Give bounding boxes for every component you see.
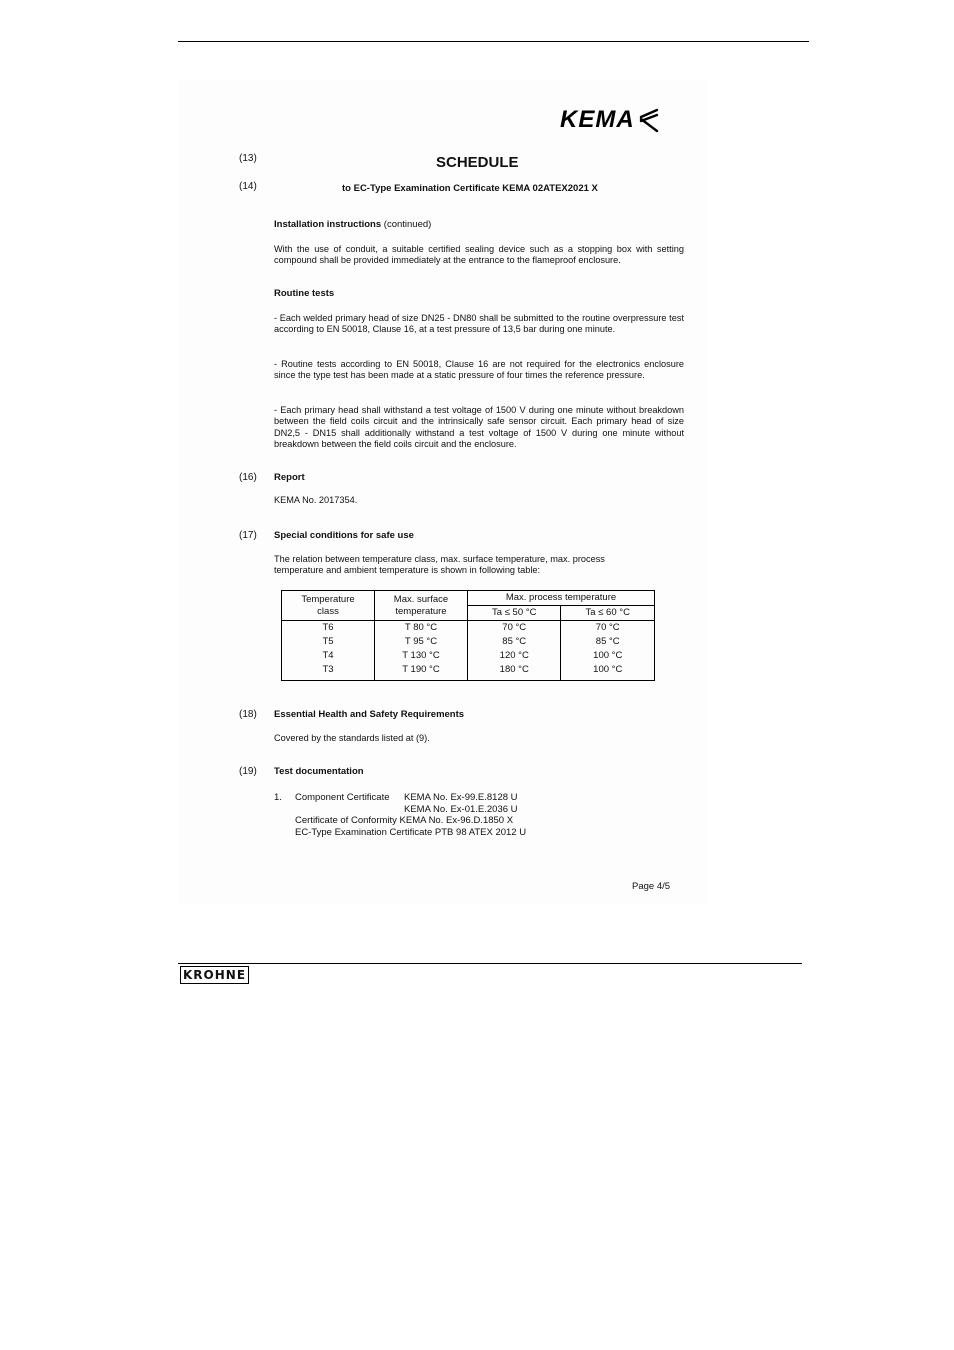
routine-paragraph-3: - Each primary head shall withstand a test voltage of 1500 V during one minute without breakdown between the field coils circuit and the intrinsically safe sensor circuit. Each primary head of size DN2,5 - DN15 shall additionally withstand a test voltage of 1500 V during one minute without breakdown between the field coils circuit and the enclosure. (274, 405, 684, 450)
kema-lightning-icon (638, 107, 660, 133)
list-index: 1. (274, 792, 282, 803)
table-row (282, 621, 655, 636)
test-documentation-heading: Test documentation (274, 766, 364, 777)
routine-paragraph-2: - Routine tests according to EN 50018, Clause 16 are not required for the electronics enclosure since the type test has been made at a static pressure of four times the reference pressure. (274, 359, 684, 381)
section-number-14: (14) (239, 181, 257, 192)
cell-ta50: 120 °C (468, 649, 561, 663)
cell-ta50: 180 °C (468, 663, 561, 681)
component-cert-2: KEMA No. Ex-01.E.2036 U (404, 803, 518, 815)
table-row (282, 649, 655, 663)
routine-heading: Routine tests (274, 288, 335, 299)
section-number-19: (19) (239, 766, 257, 777)
page-title: SCHEDULE (436, 154, 519, 171)
special-conditions-heading: Special conditions for safe use (274, 530, 414, 541)
component-label: Component Certificate (295, 792, 390, 803)
section-number-13: (13) (239, 153, 257, 164)
cell-class: T5 (282, 635, 375, 649)
cell-surface: T 190 °C (375, 663, 468, 681)
ehsr-text: Covered by the standards listed at (9). (274, 733, 430, 743)
cell-class: T6 (282, 621, 375, 636)
cell-surface: T 130 °C (375, 649, 468, 663)
cell-class: T4 (282, 649, 375, 663)
page-number: Page 4/5 (632, 881, 671, 892)
header-max-surface: Max. surface temperature (375, 591, 468, 621)
cell-class: T3 (282, 663, 375, 681)
cell-ta50: 70 °C (468, 621, 561, 636)
report-text: KEMA No. 2017354. (274, 495, 358, 505)
ec-type-cert: EC-Type Examination Certificate PTB 98 ATEX 2012 U (295, 826, 527, 838)
installation-heading (274, 219, 431, 230)
cell-surface: T 95 °C (375, 635, 468, 649)
cell-ta60: 85 °C (561, 635, 655, 649)
ehsr-heading: Essential Health and Safety Requirements (274, 709, 465, 720)
temperature-table (281, 590, 655, 681)
cell-surface: T 80 °C (375, 621, 468, 636)
cell-ta50: 85 °C (468, 635, 561, 649)
table-row (282, 635, 655, 649)
kema-logo (560, 104, 660, 136)
cell-ta60: 70 °C (561, 621, 655, 636)
component-cert-1: KEMA No. Ex-99.E.8128 U (404, 792, 518, 803)
top-rule (178, 41, 809, 42)
routine-paragraph-1: - Each welded primary head of size DN25 - DN80 shall be submitted to the routine overpressure test according to EN 50018, Clause 16, at a test pressure of 13,5 bar during one minute. (274, 313, 684, 335)
bottom-rule (178, 963, 802, 964)
section-number-18: (18) (239, 709, 257, 720)
conformity-cert: Certificate of Conformity KEMA No. Ex-96.D.1850 X (295, 815, 514, 826)
scanned-page (178, 80, 708, 905)
installation-heading-suffix: (continued) (383, 219, 432, 230)
header-ta-60: Ta ≤ 60 °C (561, 606, 655, 621)
krohne-logo: KROHNE (180, 966, 249, 984)
header-max-process: Max. process temperature (468, 591, 655, 606)
header-temperature-class: Temperature class (282, 591, 375, 621)
report-heading: Report (274, 472, 305, 483)
installation-text: With the use of conduit, a suitable certified sealing device such as a stopping box with setting compound shall be provided immediately at the entrance to the flameproof enclosure. (274, 244, 684, 266)
kema-logo-text: KEMA (560, 106, 635, 133)
installation-heading-text: Installation instructions (274, 219, 382, 230)
cell-ta60: 100 °C (561, 649, 655, 663)
table-row (282, 663, 655, 681)
header-ta-50: Ta ≤ 50 °C (468, 606, 561, 621)
section-number-16: (16) (239, 472, 257, 483)
special-conditions-text: The relation between temperature class, max. surface temperature, max. process temperature and ambient temperature is shown in following table: (274, 554, 605, 576)
certificate-subtitle: to EC-Type Examination Certificate KEMA 02ATEX2021 X (342, 183, 598, 194)
cell-ta60: 100 °C (561, 663, 655, 681)
section-number-17: (17) (239, 530, 257, 541)
